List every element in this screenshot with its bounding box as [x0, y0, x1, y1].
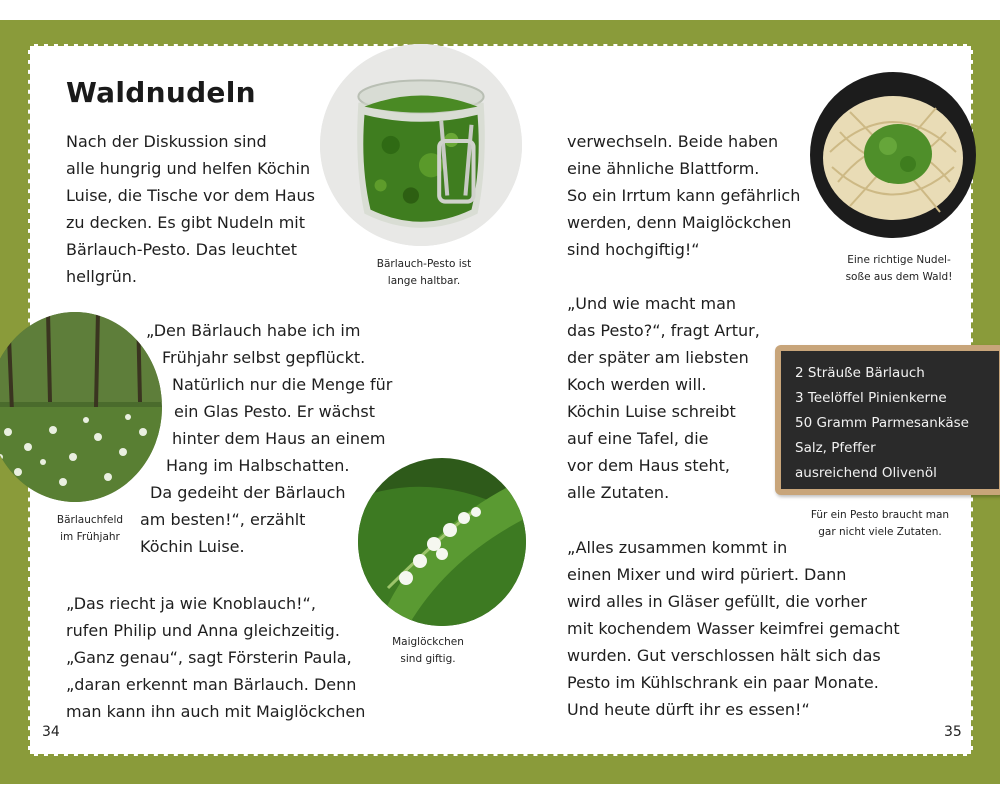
caption-line: gar nicht viele Zutaten.	[818, 526, 942, 538]
page-number-right: 35	[944, 724, 962, 740]
text-line: wird alles in Gläser gefüllt, die vorher	[567, 592, 867, 611]
maigloeckchen-caption	[378, 634, 478, 668]
text-line: Bärlauch-Pesto. Das leuchtet	[66, 240, 297, 259]
text-line: Hang im Halbschatten.	[166, 456, 350, 475]
text-line: „Alles zusammen kommt in	[567, 538, 788, 557]
caption-line: Bärlauchfeld	[56, 514, 124, 526]
caption-line: soße aus dem Wald!	[845, 271, 953, 283]
pasta-caption	[836, 252, 962, 286]
caption-line: Maiglöckchen	[392, 636, 464, 648]
text-line: „daran erkennt man Bärlauch. Denn	[66, 675, 357, 694]
text-line: ein Glas Pesto. Er wächst	[174, 402, 376, 421]
text-line: Nach der Diskussion sind	[66, 132, 267, 151]
text-line: Pesto im Kühlschrank ein paar Monate.	[567, 673, 879, 692]
left-paragraph-3	[66, 590, 365, 725]
baerlauch-field-caption	[40, 512, 140, 546]
ingredient-item: 2 Sträuße Bärlauch	[795, 365, 925, 381]
text-line: eine ähnliche Blattform.	[567, 159, 760, 178]
caption-line: Eine richtige Nudel-	[847, 254, 951, 266]
text-line: am besten!“, erzählt	[140, 510, 306, 529]
text-line: Köchin Luise.	[140, 537, 245, 556]
text-line: „Und wie macht man	[567, 294, 737, 313]
page-title: Waldnudeln	[66, 76, 256, 109]
ingredient-item: Salz, Pfeffer	[795, 440, 876, 456]
text-line: alle hungrig und helfen Köchin	[66, 159, 311, 178]
maigloeckchen-photo	[358, 458, 526, 626]
ingredient-item: 3 Teelöffel Pinienkerne	[795, 390, 947, 406]
text-line: das Pesto?“, fragt Artur,	[567, 321, 760, 340]
text-line: So ein Irrtum kann gefährlich	[567, 186, 801, 205]
caption-line: sind giftig.	[400, 653, 456, 665]
text-line: Und heute dürft ihr es essen!“	[567, 700, 810, 719]
text-line: „Ganz genau“, sagt Försterin Paula,	[66, 648, 352, 667]
text-line: Frühjahr selbst gepflückt.	[162, 348, 366, 367]
text-line: sind hochgiftig!“	[567, 240, 700, 259]
text-line: Köchin Luise schreibt	[567, 402, 736, 421]
right-paragraph-3	[567, 534, 900, 723]
text-line: „Das riecht ja wie Knoblauch!“,	[66, 594, 316, 613]
text-line: „Den Bärlauch habe ich im	[146, 321, 361, 340]
text-line: werden, denn Maiglöckchen	[567, 213, 792, 232]
chalkboard-surface	[781, 351, 999, 489]
text-line: hellgrün.	[66, 267, 137, 286]
page-number-left: 34	[42, 724, 60, 740]
text-line: vor dem Haus steht,	[567, 456, 730, 475]
text-line: hinter dem Haus an einem	[172, 429, 386, 448]
caption-line: Bärlauch-Pesto ist	[376, 258, 472, 270]
ingredient-item: ausreichend Olivenöl	[795, 465, 937, 481]
text-line: zu decken. Es gibt Nudeln mit	[66, 213, 306, 232]
right-paragraph-1	[567, 128, 800, 263]
caption-line: im Frühjahr	[60, 531, 120, 543]
caption-line: Für ein Pesto braucht man	[810, 509, 950, 521]
text-line: verwechseln. Beide haben	[567, 132, 779, 151]
text-line: einen Mixer und wird püriert. Dann	[567, 565, 847, 584]
pesto-jar-caption	[362, 256, 486, 290]
text-line: rufen Philip und Anna gleichzeitig.	[66, 621, 340, 640]
text-line: auf eine Tafel, die	[567, 429, 709, 448]
pasta-photo	[810, 72, 976, 238]
text-line: Natürlich nur die Menge für	[172, 375, 393, 394]
left-paragraph-1	[66, 128, 315, 290]
text-line: Da gedeiht der Bärlauch	[150, 483, 346, 502]
chalkboard-caption	[802, 507, 958, 541]
ingredients-chalkboard	[775, 345, 1000, 495]
text-line: Luise, die Tische vor dem Haus	[66, 186, 315, 205]
right-paragraph-2	[567, 290, 760, 506]
text-line: mit kochendem Wasser keimfrei gemacht	[567, 619, 900, 638]
ingredient-item: 50 Gramm Parmesankäse	[795, 415, 969, 431]
pesto-jar-photo	[320, 44, 522, 246]
text-line: wurden. Gut verschlossen hält sich das	[567, 646, 881, 665]
text-line: man kann ihn auch mit Maiglöckchen	[66, 702, 366, 721]
text-line: Koch werden will.	[567, 375, 707, 394]
text-line: der später am liebsten	[567, 348, 749, 367]
text-line: alle Zutaten.	[567, 483, 670, 502]
caption-line: lange haltbar.	[387, 275, 461, 287]
